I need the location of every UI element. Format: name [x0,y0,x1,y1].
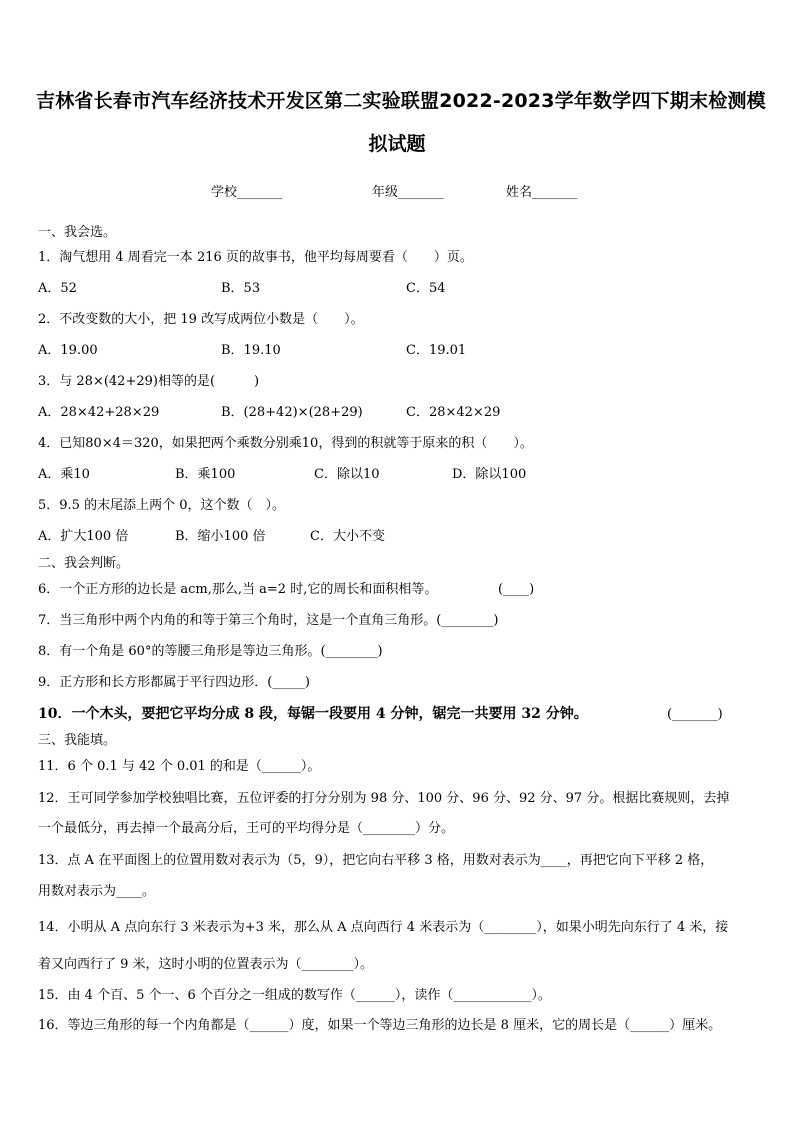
name-field: 姓名_______ [506,185,578,200]
school-field: 学校_______ [211,185,283,200]
question-14-line1: 14．小明从 A 点向东行 3 米表示为+3 米，那么从 A 点向西行 4 米表示为（________），如果小明先向东行了 4 米，接 [38,920,729,935]
section-heading-judge: 二、我会判断。 [38,556,130,571]
question-15: 15．由 4 个百、5 个一、6 个百分之一组成的数写作（______），读作（____________）。 [38,988,551,1003]
q10-answer-blank: (_______) [667,707,723,722]
q1-option-c: C．54 [406,281,446,296]
q6-answer-blank: (____) [498,582,535,597]
q3-option-b: B．(28+42)×(28+29) [221,405,363,420]
question-12-line2: 一个最低分，再去掉一个最高分后，王可的平均得分是（________）分。 [38,821,455,836]
q4-option-d: D．除以100 [452,467,527,482]
question-14-line2: 着又向西行了 9 米，这时小明的位置表示为（________）。 [38,957,374,972]
question-10: 10．一个木头，要把它平均分成 8 段，每锯一段要用 4 分钟，锯完一共要用 32 分钟。 [38,706,588,722]
question-12-line1: 12．王可同学参加学校独唱比赛，五位评委的打分分别为 98 分、100 分、96 分、92 分、97 分。根据比赛规则，去掉 [38,791,730,806]
grade-field: 年级_______ [372,185,444,200]
exam-title-continued: 拟试题 [368,133,426,155]
question-3: 3．与 28×(42+29)相等的是( ) [38,374,260,389]
q5-option-a: A．扩大100 倍 [38,529,129,544]
question-13-line2: 用数对表示为____。 [38,884,156,899]
question-13-line1: 13．点 A 在平面图上的位置用数对表示为（5，9），把它向右平移 3 格，用数对表示为____，再把它向下平移 2 格， [38,853,714,868]
question-6: 6．一个正方形的边长是 acm,那么,当 a=2 时,它的周长和面积相等。 [38,582,438,597]
question-7: 7．当三角形中两个内角的和等于第三个角时，这是一个直角三角形。(________) [38,613,499,628]
q3-option-a: A．28×42+28×29 [38,405,160,420]
q2-option-b: B．19.10 [221,343,281,358]
question-2: 2．不改变数的大小，把 19 改写成两位小数是（ ）。 [38,312,364,327]
q1-option-b: B．53 [221,281,261,296]
q3-option-c: C．28×42×29 [406,405,501,420]
q4-option-b: B．乘100 [175,467,236,482]
q1-option-a: A．52 [38,281,77,296]
question-9: 9．正方形和长方形都属于平行四边形．(_____) [38,675,310,690]
question-11: 11．6 个 0.1 与 42 个 0.01 的和是（______）。 [38,759,321,774]
question-1: 1．淘气想用 4 周看完一本 216 页的故事书，他平均每周要看（ ）页。 [38,250,473,265]
section-heading-fill: 三、我能填。 [38,733,117,748]
question-4: 4．已知80×4＝320，如果把两个乘数分别乘10，得到的积就等于原来的积（ ）。 [38,436,533,451]
exam-title: 吉林省长春市汽车经济技术开发区第二实验联盟2022-2023学年数学四下期末检测模 [36,90,766,112]
q4-option-c: C．除以10 [314,467,380,482]
q5-option-c: C．大小不变 [310,529,385,544]
question-16: 16．等边三角形的每一个内角都是（______）度，如果一个等边三角形的边长是 8 厘米，它的周长是（______）厘米。 [38,1018,722,1033]
section-heading-choice: 一、我会选。 [38,225,117,240]
q2-option-a: A．19.00 [38,343,98,358]
q2-option-c: C．19.01 [406,343,467,358]
q4-option-a: A．乘10 [38,467,90,482]
q5-option-b: B．缩小100 倍 [175,529,266,544]
question-5: 5．9.5 的末尾添上两个 0，这个数（ ）。 [38,498,285,513]
question-8: 8．有一个角是 60°的等腰三角形是等边三角形。(________) [38,644,383,659]
